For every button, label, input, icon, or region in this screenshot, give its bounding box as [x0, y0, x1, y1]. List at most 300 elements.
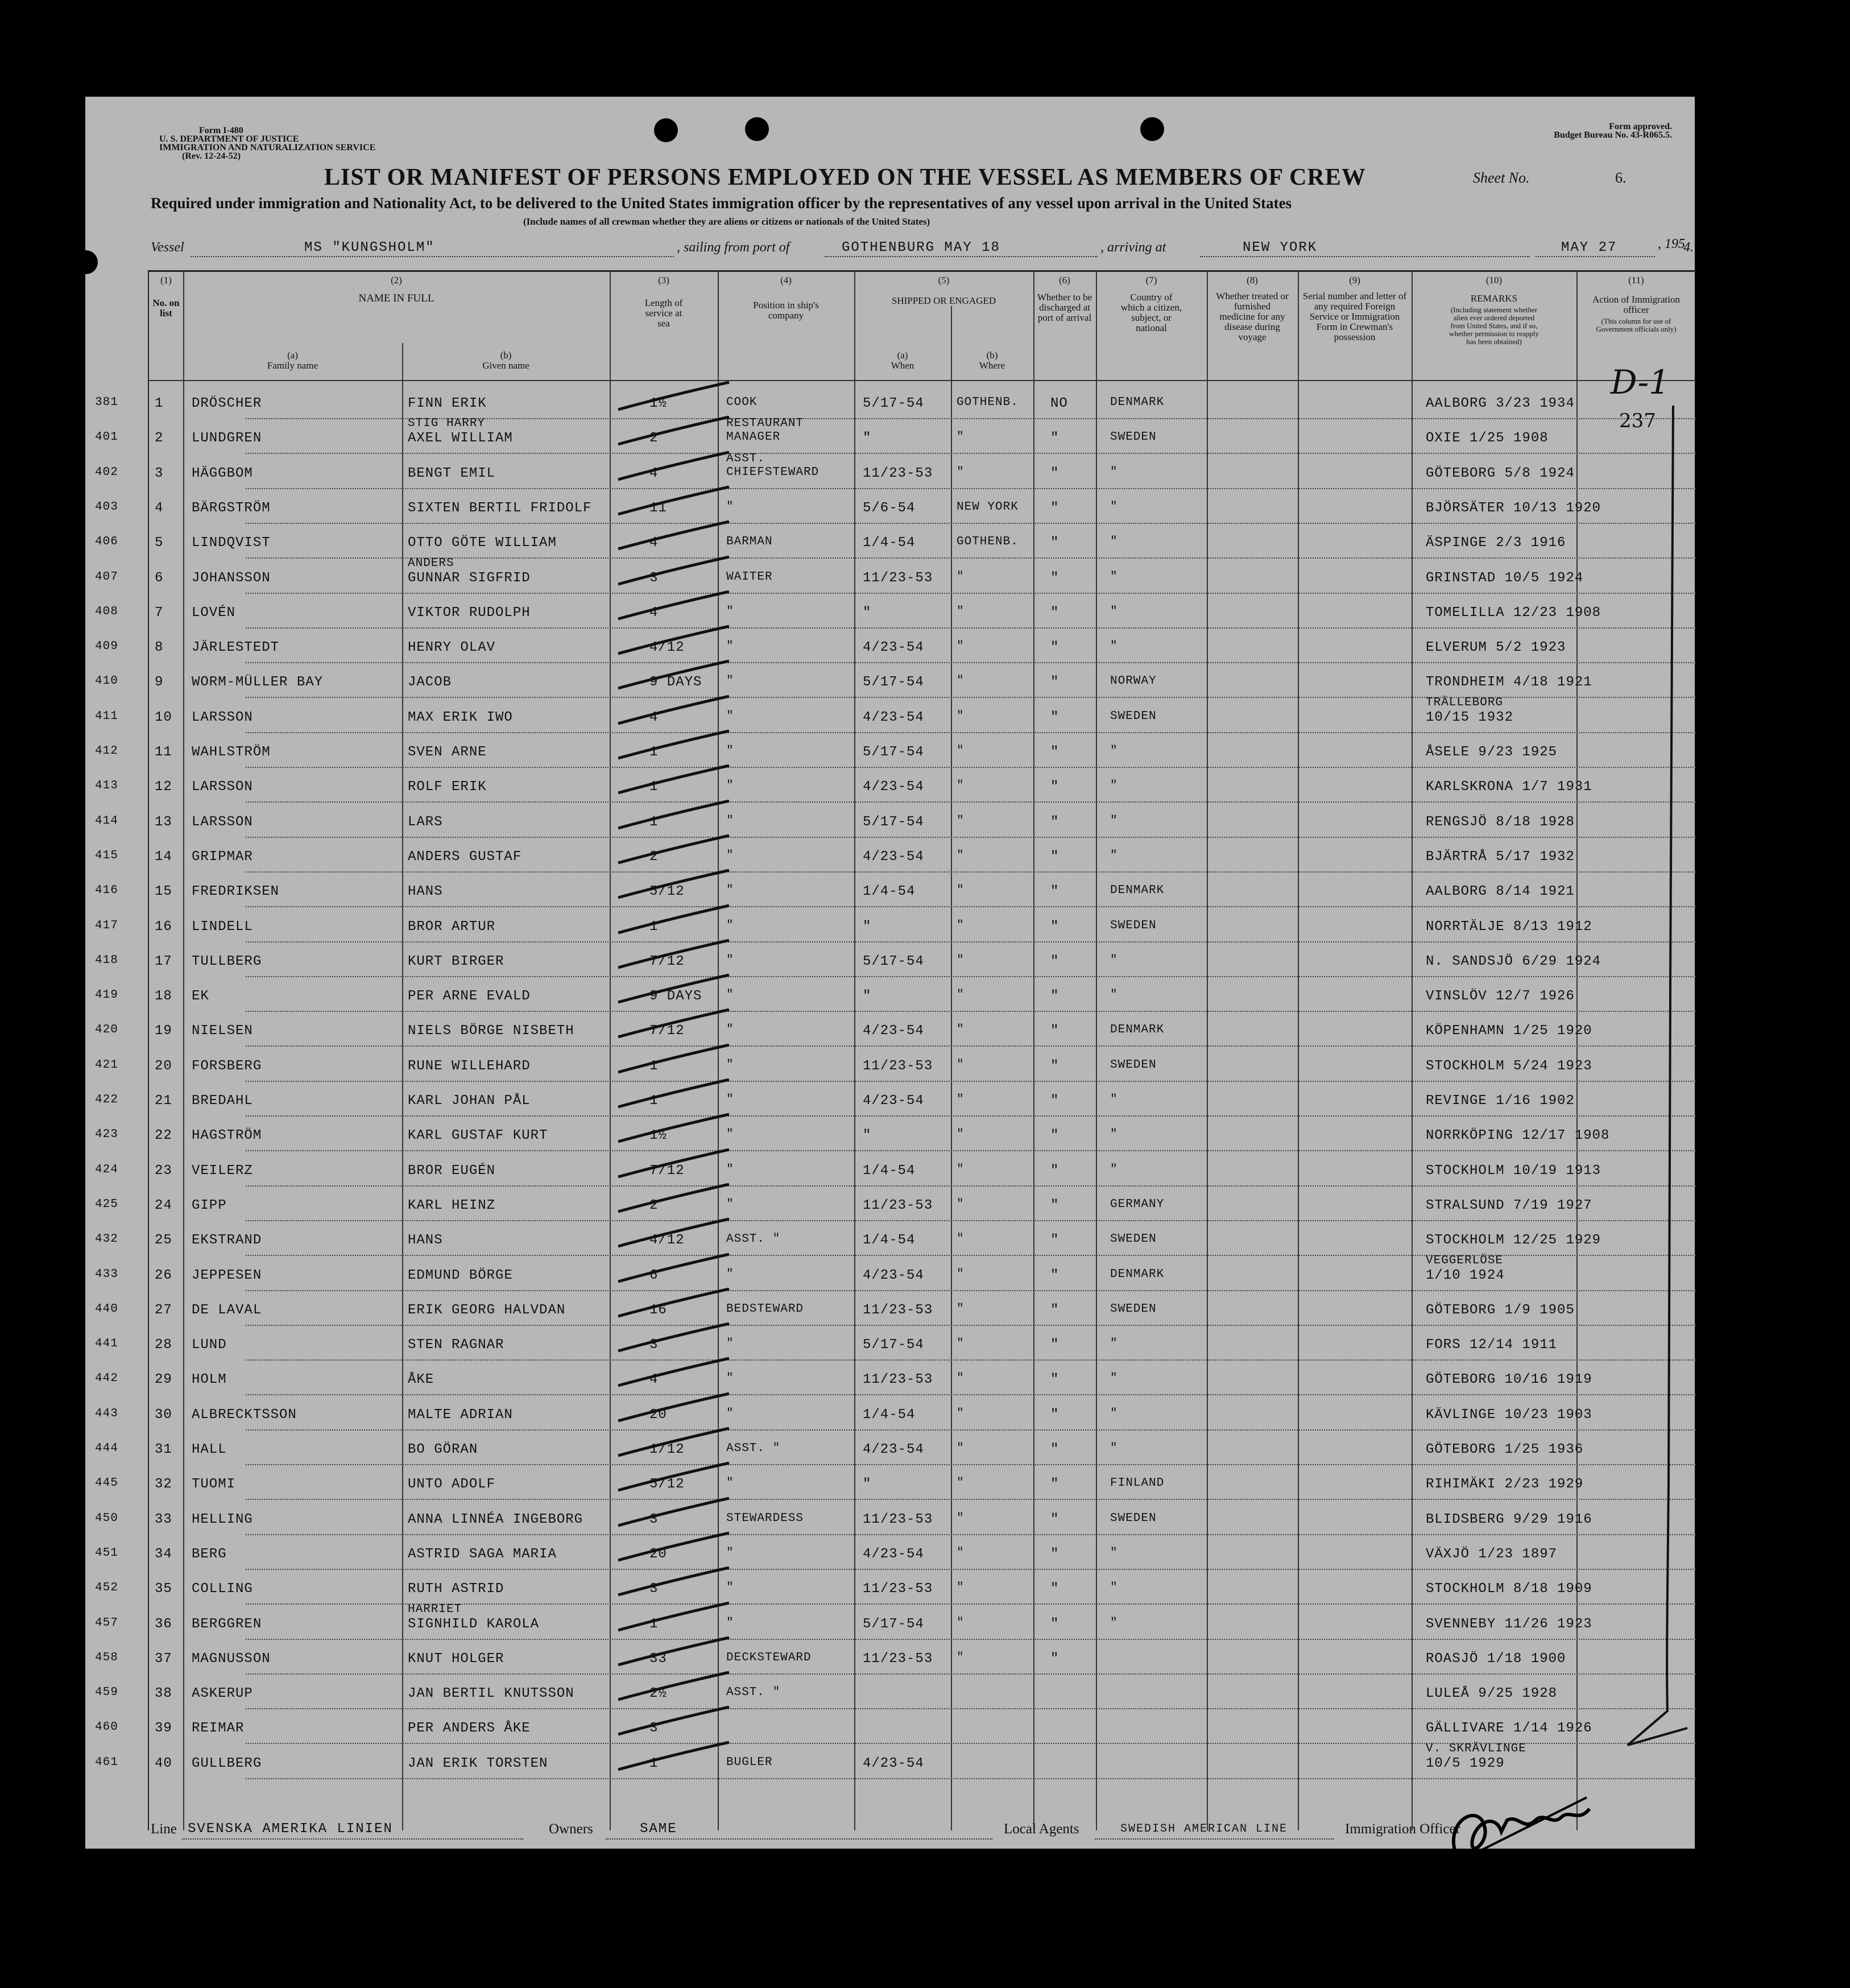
cell-country: " — [1110, 640, 1118, 654]
check-mark — [615, 764, 735, 799]
crew-row — [95, 1254, 1696, 1292]
cell-ref: 406 — [95, 535, 118, 549]
check-mark — [615, 451, 735, 485]
cell-position: " — [726, 745, 734, 758]
sailing-label: , sailing from port of — [677, 240, 790, 255]
cell-service: 5/12 — [649, 884, 685, 900]
cell-ref: 424 — [95, 1163, 118, 1176]
cell-when: " — [863, 1128, 872, 1144]
cell-ref: 452 — [95, 1581, 118, 1595]
cell-position: MANAGER — [726, 431, 781, 444]
cell-when: 11/23-53 — [863, 1058, 933, 1074]
cell-given2: ANDERS — [408, 556, 454, 570]
cell-when: 4/23-54 — [863, 1442, 924, 1457]
col-medicine-header: (8) Whether treated or furnished medicine for any disease during voyage — [1216, 275, 1289, 342]
cell-discharge: " — [1050, 1093, 1059, 1109]
crew-row — [95, 1397, 1696, 1432]
cell-discharge: " — [1050, 1616, 1059, 1632]
cell-when: 4/23-54 — [863, 709, 924, 725]
cell-remarks: 10/5 1929 — [1426, 1755, 1505, 1771]
cell-no: 14 — [155, 849, 172, 865]
vessel-label: Vessel — [151, 240, 184, 255]
cell-remarks: GÖTEBORG 10/16 1919 — [1426, 1372, 1592, 1388]
cell-position: COOK — [726, 396, 758, 409]
cell-position: " — [726, 989, 734, 1002]
cell-family: VEILERZ — [192, 1163, 253, 1179]
cell-given: GUNNAR SIGFRID — [408, 570, 531, 586]
cell-when: 5/17-54 — [863, 1616, 924, 1632]
cell-no: 26 — [155, 1267, 172, 1283]
cell-remarks: STOCKHOLM 5/24 1923 — [1426, 1058, 1592, 1074]
cell-where: " — [957, 1651, 965, 1664]
cell-given: MAX ERIK IWO — [408, 709, 513, 725]
cell-where: " — [957, 1093, 965, 1106]
check-mark — [615, 1497, 735, 1531]
cell-ref: 419 — [95, 989, 118, 1002]
cell-remarks: BLIDSBERG 9/29 1916 — [1426, 1511, 1592, 1527]
cell-service: 9 DAYS — [649, 989, 702, 1005]
cell-when: 4/23-54 — [863, 1023, 924, 1039]
crew-row — [95, 1292, 1696, 1327]
crew-row — [95, 1013, 1696, 1048]
cell-country: " — [1110, 1337, 1118, 1351]
cell-country: " — [1110, 849, 1118, 862]
crew-row — [95, 1083, 1696, 1118]
cell-service: 3 — [649, 1337, 659, 1353]
cell-discharge: " — [1050, 535, 1059, 551]
cell-discharge: " — [1050, 1163, 1059, 1179]
cell-remarks: 10/15 1932 — [1426, 709, 1514, 725]
cell-ref: 407 — [95, 570, 118, 584]
cell-remarks: STOCKHOLM 10/19 1913 — [1426, 1163, 1601, 1179]
cell-given: JACOB — [408, 675, 452, 691]
cell-remarks: BJÄRTRÅ 5/17 1932 — [1426, 849, 1575, 865]
cell-where: " — [957, 1267, 965, 1281]
check-mark — [615, 695, 735, 729]
cell-service: 20 — [649, 1407, 667, 1423]
cell-no: 1 — [155, 396, 164, 411]
cell-no: 13 — [155, 814, 172, 830]
cell-service: 4/12 — [649, 1233, 685, 1249]
cell-discharge: " — [1050, 431, 1059, 447]
check-mark — [615, 1706, 735, 1740]
crew-row — [95, 386, 1696, 420]
cell-when: 1/4-54 — [863, 1163, 916, 1179]
cell-no: 35 — [155, 1581, 172, 1597]
col-country-header: (7) Country of which a citizen, subject, or national — [1120, 275, 1182, 333]
crew-row — [95, 1641, 1696, 1676]
cell-position: BEDSTEWARD — [726, 1302, 804, 1316]
cell-where: NEW YORK — [957, 500, 1019, 514]
cell-family: ALBRECKTSSON — [192, 1407, 297, 1423]
cell-country: " — [1110, 1128, 1118, 1142]
cell-position: " — [726, 1058, 734, 1072]
department: U. S. DEPARTMENT OF JUSTICE — [159, 134, 299, 144]
cell-where: " — [957, 1233, 965, 1246]
cell-country: SWEDEN — [1110, 709, 1157, 723]
cell-position: " — [726, 1372, 734, 1386]
cell-service: 1 — [649, 919, 659, 935]
cell-when: 4/23-54 — [863, 1755, 924, 1771]
check-mark — [615, 1044, 735, 1078]
cell-when: 5/17-54 — [863, 953, 924, 969]
cell-country: " — [1110, 1581, 1118, 1595]
cell-ref: 421 — [95, 1058, 118, 1072]
cell-family: DRÖSCHER — [192, 396, 262, 411]
crew-row — [95, 595, 1696, 630]
cell-country: SWEDEN — [1110, 1511, 1157, 1525]
cell-no: 28 — [155, 1337, 172, 1353]
cell-given: EDMUND BÖRGE — [408, 1267, 513, 1283]
cell-where: " — [957, 1407, 965, 1420]
cell-family: BÄRGSTRÖM — [192, 500, 271, 516]
cell-ref: 408 — [95, 605, 118, 618]
cell-country: " — [1110, 535, 1118, 549]
cell-where: " — [957, 640, 965, 654]
cell-ref: 441 — [95, 1337, 118, 1351]
cell-country: DENMARK — [1110, 396, 1165, 409]
cell-family: REIMAR — [192, 1721, 245, 1737]
cell-family: GRIPMAR — [192, 849, 253, 865]
cell-no: 17 — [155, 953, 172, 969]
check-mark — [615, 1113, 735, 1147]
crew-row — [95, 1571, 1696, 1606]
sailing-port: GOTHENBURG MAY 18 — [842, 240, 1000, 255]
cell-ref: 444 — [95, 1442, 118, 1455]
cell-family: HALL — [192, 1442, 227, 1457]
arriving-label: , arriving at — [1100, 240, 1166, 255]
cell-discharge: " — [1050, 884, 1059, 900]
cell-given: ASTRID SAGA MARIA — [408, 1546, 557, 1562]
cell-given: KURT BIRGER — [408, 953, 504, 969]
cell-remarks: ROASJÖ 1/18 1900 — [1426, 1651, 1566, 1667]
col-where-header: (b) Where — [979, 350, 1005, 371]
cell-service: 3 — [649, 1721, 659, 1737]
handwritten-bracket-line — [1605, 403, 1696, 1808]
cell-where: " — [957, 1023, 965, 1037]
crew-row — [95, 1602, 1696, 1641]
cell-where: " — [957, 1128, 965, 1142]
cell-country: SWEDEN — [1110, 919, 1157, 932]
cell-family: MAGNUSSON — [192, 1651, 271, 1667]
cell-position: " — [726, 500, 734, 514]
cell-discharge: " — [1050, 1233, 1059, 1249]
cell-where: " — [957, 884, 965, 898]
cell-service: 1 — [649, 1616, 659, 1632]
cell-family: LARSSON — [192, 709, 253, 725]
crew-row — [95, 874, 1696, 908]
cell-given: RUNE WILLEHARD — [408, 1058, 531, 1074]
col-position-header: (4) Position in ship's company — [753, 275, 819, 321]
year-label: , 195 — [1658, 237, 1685, 251]
budget-bureau: Budget Bureau No. 43-R065.5. — [1554, 130, 1672, 140]
owners-value: SAME — [640, 1821, 677, 1837]
cell-remarks2: V. SKRÄVLINGE — [1426, 1742, 1526, 1755]
cell-given: BROR EUGÉN — [408, 1163, 496, 1179]
cell-remarks: KÄVLINGE 10/23 1903 — [1426, 1407, 1592, 1423]
cell-remarks: 1/10 1924 — [1426, 1267, 1505, 1283]
cell-given: OTTO GÖTE WILLIAM — [408, 535, 557, 551]
cell-given: NIELS BÖRGE NISBETH — [408, 1023, 574, 1039]
cell-service: 5/12 — [649, 1477, 685, 1493]
cell-ref: 403 — [95, 500, 118, 514]
cell-country: DENMARK — [1110, 1267, 1165, 1281]
check-mark — [615, 1567, 735, 1601]
cell-family: LUND — [192, 1337, 227, 1353]
cell-where: " — [957, 675, 965, 688]
year-value: 4. — [1683, 240, 1694, 255]
cell-family: EK — [192, 989, 209, 1005]
cell-ref: 409 — [95, 640, 118, 654]
cell-service: 7/12 — [649, 953, 685, 969]
arriving-port: NEW YORK — [1243, 240, 1318, 255]
cell-no: 40 — [155, 1755, 172, 1771]
cell-discharge: " — [1050, 1442, 1059, 1457]
cell-service: 7/12 — [649, 1163, 685, 1179]
service: IMMIGRATION AND NATURALIZATION SERVICE — [159, 143, 376, 152]
check-mark — [615, 556, 735, 590]
cell-position: " — [726, 1477, 734, 1490]
vessel-name: MS "KUNGSHOLM" — [304, 240, 435, 255]
crew-row — [95, 909, 1696, 944]
cell-remarks: N. SANDSJÖ 6/29 1924 — [1426, 953, 1601, 969]
cell-when: 5/17-54 — [863, 675, 924, 691]
cell-country: " — [1110, 570, 1118, 584]
check-mark — [615, 1671, 735, 1705]
cell-family: FORSBERG — [192, 1058, 262, 1074]
cell-no: 20 — [155, 1058, 172, 1074]
cell-family: HOLM — [192, 1372, 227, 1388]
cell-discharge: " — [1050, 1477, 1059, 1493]
cell-ref: 418 — [95, 953, 118, 967]
cell-ref: 432 — [95, 1233, 118, 1246]
cell-given: KARL JOHAN PÅL — [408, 1093, 531, 1109]
cell-no: 11 — [155, 745, 172, 760]
cell-position: " — [726, 849, 734, 862]
check-mark — [615, 834, 735, 869]
vessel-line — [151, 237, 1694, 259]
cell-family: NIELSEN — [192, 1023, 253, 1039]
cell-service: 1 — [649, 1755, 659, 1771]
crew-row — [95, 734, 1696, 769]
cell-position: " — [726, 1093, 734, 1106]
crew-row — [95, 696, 1696, 734]
cell-when: 4/23-54 — [863, 779, 924, 795]
cell-country: " — [1110, 1093, 1118, 1106]
cell-position: " — [726, 884, 734, 898]
cell-discharge: " — [1050, 570, 1059, 586]
check-mark — [615, 590, 735, 625]
crew-row — [95, 1676, 1696, 1710]
cell-remarks: SVENNEBY 11/26 1923 — [1426, 1616, 1592, 1632]
cell-country: FINLAND — [1110, 1477, 1165, 1490]
cell-ref: 459 — [95, 1686, 118, 1700]
crew-row — [95, 1742, 1696, 1780]
cell-discharge: " — [1050, 919, 1059, 935]
cell-no: 25 — [155, 1233, 172, 1249]
cell-service: 16 — [649, 1302, 667, 1318]
cell-position: CHIEFSTEWARD — [726, 465, 820, 479]
cell-service: 2 — [649, 849, 659, 865]
cell-position: BUGLER — [726, 1755, 773, 1769]
cell-when: " — [863, 431, 872, 447]
cell-given: ROLF ERIK — [408, 779, 487, 795]
cell-remarks: TRONDHEIM 4/18 1921 — [1426, 675, 1592, 691]
cell-where: " — [957, 919, 965, 932]
cell-family: HAGSTRÖM — [192, 1128, 262, 1144]
cell-no: 39 — [155, 1721, 172, 1737]
cell-remarks: ÅSELE 9/23 1925 — [1426, 745, 1558, 760]
cell-discharge: " — [1050, 849, 1059, 865]
cell-where: " — [957, 1337, 965, 1351]
punch-hole — [654, 118, 678, 142]
cell-remarks: LULEÅ 9/25 1928 — [1426, 1686, 1558, 1702]
line-label: Line — [151, 1821, 177, 1837]
cell-given: BENGT EMIL — [408, 465, 496, 481]
crew-row — [95, 769, 1696, 804]
cell-service: 4 — [649, 465, 659, 481]
officer-signature — [1439, 1786, 1604, 1871]
cell-service: 2½ — [649, 1686, 667, 1702]
cell-position: STEWARDESS — [726, 1511, 804, 1525]
cell-ref: 433 — [95, 1267, 118, 1281]
form-number: Form I-480 — [199, 126, 243, 135]
crew-row — [95, 525, 1696, 560]
cell-family: HÄGGBOM — [192, 465, 253, 481]
cell-discharge: " — [1050, 640, 1059, 656]
cell-position: " — [726, 779, 734, 793]
cell-given: MALTE ADRIAN — [408, 1407, 513, 1423]
cell-no: 33 — [155, 1511, 172, 1527]
cell-no: 16 — [155, 919, 172, 935]
form-meta-left — [159, 126, 375, 160]
cell-remarks: ELVERUM 5/2 1923 — [1426, 640, 1566, 656]
cell-position: " — [726, 605, 734, 618]
crew-row — [95, 978, 1696, 1013]
check-mark — [615, 1183, 735, 1217]
cell-country: " — [1110, 989, 1118, 1002]
cell-when: 1/4-54 — [863, 535, 916, 551]
cell-family: LARSSON — [192, 814, 253, 830]
cell-remarks: OXIE 1/25 1908 — [1426, 431, 1549, 447]
cell-country: " — [1110, 1163, 1118, 1176]
cell-when: 11/23-53 — [863, 465, 933, 481]
cell-service: 9 DAYS — [649, 675, 702, 691]
cell-position: WAITER — [726, 570, 773, 584]
cell-ref: 420 — [95, 1023, 118, 1037]
required-statement: Required under immigration and Nationality Act, to be delivered to the United States immigration officer by the representatives of any vessel upon arrival in the United States — [151, 195, 1292, 212]
cell-remarks: BJÖRSÄTER 10/13 1920 — [1426, 500, 1601, 516]
cell-country: " — [1110, 1407, 1118, 1420]
cell-where: " — [957, 1163, 965, 1176]
cell-remarks: VÄXJÖ 1/23 1897 — [1426, 1546, 1558, 1562]
cell-remarks: TOMELILLA 12/23 1908 — [1426, 605, 1601, 621]
sheet-number-label: Sheet No. — [1473, 170, 1530, 186]
col-service-header: (3) Length of service at sea — [644, 275, 683, 329]
cell-no: 22 — [155, 1128, 172, 1144]
cell-no: 21 — [155, 1093, 172, 1109]
cell-family: JEPPESEN — [192, 1267, 262, 1283]
check-mark — [615, 730, 735, 764]
cell-when: 5/17-54 — [863, 1337, 924, 1353]
cell-service: 4 — [649, 605, 659, 621]
cell-position: " — [726, 953, 734, 967]
crew-row — [95, 944, 1696, 978]
col-no-header: (1) No. on list — [152, 275, 180, 319]
cell-where: " — [957, 1616, 965, 1630]
cell-when: 5/17-54 — [863, 814, 924, 830]
cell-position: " — [726, 814, 734, 828]
crew-row — [95, 1188, 1696, 1222]
cell-service: 3 — [649, 570, 659, 586]
cell-given: STEN RAGNAR — [408, 1337, 504, 1353]
cell-remarks: STRALSUND 7/19 1927 — [1426, 1197, 1592, 1213]
cell-when: 11/23-53 — [863, 1651, 933, 1667]
cell-discharge: " — [1050, 1337, 1059, 1353]
cell-remarks: KÖPENHAMN 1/25 1920 — [1426, 1023, 1592, 1039]
cell-discharge: " — [1050, 1372, 1059, 1388]
cell-when: 1/4-54 — [863, 1407, 916, 1423]
cell-position: DECKSTEWARD — [726, 1651, 812, 1664]
cell-when: 4/23-54 — [863, 1267, 924, 1283]
cell-service: 33 — [649, 1651, 667, 1667]
cell-no: 36 — [155, 1616, 172, 1632]
crew-row — [95, 804, 1696, 839]
cell-position: " — [726, 1581, 734, 1595]
check-mark — [615, 1253, 735, 1287]
cell-remarks: STOCKHOLM 12/25 1929 — [1426, 1233, 1601, 1249]
cell-position: ASST. " — [726, 1233, 781, 1246]
cell-ref: 415 — [95, 849, 118, 862]
cell-no: 2 — [155, 431, 164, 447]
cell-discharge: " — [1050, 500, 1059, 516]
cell-discharge: " — [1050, 1267, 1059, 1283]
col-remarks-header: (10) REMARKS (Including statement whether alien ever ordered deported from United States, and if so, whether permission to reapply has been obtained) — [1449, 275, 1539, 346]
handwritten-number: 237 — [1619, 410, 1656, 432]
cell-family: COLLING — [192, 1581, 253, 1597]
cell-ref: 401 — [95, 431, 118, 444]
check-mark — [615, 1532, 735, 1566]
cell-service: 1 — [649, 745, 659, 760]
cell-remarks: GRINSTAD 10/5 1924 — [1426, 570, 1584, 586]
cell-given: RUTH ASTRID — [408, 1581, 504, 1597]
cell-discharge: " — [1050, 779, 1059, 795]
cell-ref: 445 — [95, 1477, 118, 1490]
cell-given: HANS — [408, 884, 443, 900]
cell-when: 5/17-54 — [863, 396, 924, 411]
cell-country: SWEDEN — [1110, 431, 1157, 444]
cell-remarks: GÖTEBORG 5/8 1924 — [1426, 465, 1575, 481]
cell-service: 3 — [649, 1581, 659, 1597]
cell-service: 6 — [649, 1267, 659, 1283]
cell-when: 4/23-54 — [863, 1546, 924, 1562]
cell-position: " — [726, 709, 734, 723]
cell-position: " — [726, 1197, 734, 1211]
cell-ref: 410 — [95, 675, 118, 688]
check-mark — [615, 1288, 735, 1322]
col-when-header: (a) When — [891, 350, 914, 371]
cell-discharge: " — [1050, 1546, 1059, 1562]
cell-no: 30 — [155, 1407, 172, 1423]
cell-position: ASST. " — [726, 1686, 781, 1700]
cell-service: 4 — [649, 1372, 659, 1388]
cell-remarks: GÖTEBORG 1/9 1905 — [1426, 1302, 1575, 1318]
cell-given: SIGNHILD KAROLA — [408, 1616, 540, 1632]
cell-family: ASKERUP — [192, 1686, 253, 1702]
cell-discharge: " — [1050, 709, 1059, 725]
cell-family: LINDQVIST — [192, 535, 271, 551]
cell-discharge: " — [1050, 1302, 1059, 1318]
